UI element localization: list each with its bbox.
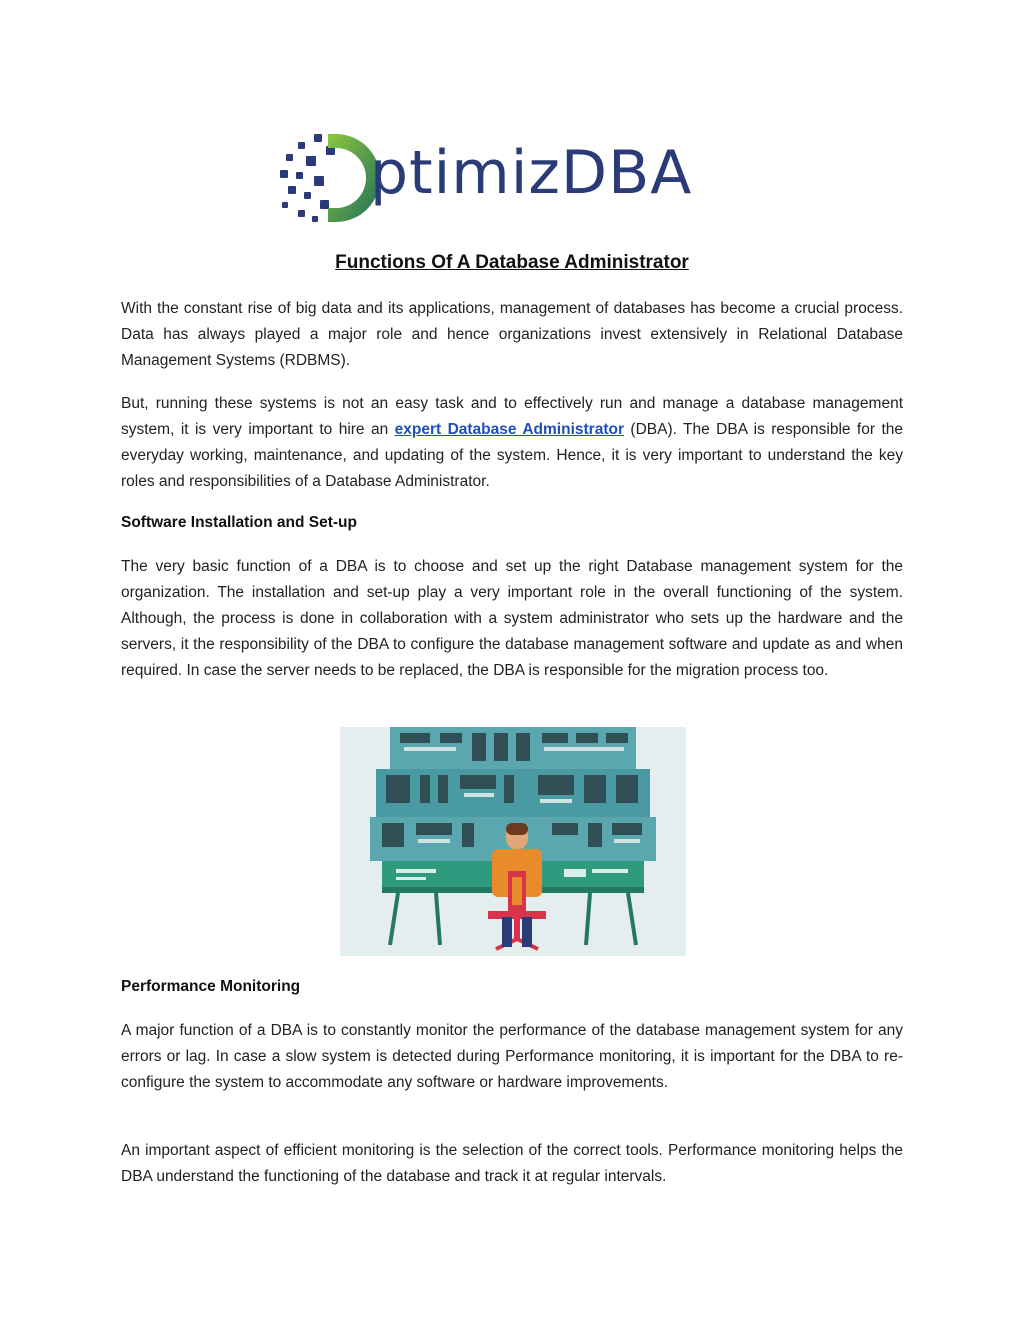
intro-paragraph-2 xyxy=(121,391,903,495)
section-performance-paragraph-1: A major function of a DBA is to constantly monitor the performance of the database management system for any errors or lag. In case a slow system is detected during Performance monitoring, it is important for the DBA to re-configure the system to accommodate any software or hardware improvements. xyxy=(121,1022,903,1091)
intro-text-after-link: (DBA). The DBA is responsible for the everyday working, maintenance, and updating of the system. Hence, it is very important to understand the key roles and responsibilities of a Database Administrator. xyxy=(121,421,903,490)
logo-wordmark: ptimizDBA xyxy=(370,138,693,208)
section-heading-performance: Performance Monitoring xyxy=(121,978,301,995)
intro-text-before-link: But, running these systems is not an easy task and to effectively run and manage a database management system, it is very important to hire an xyxy=(121,395,903,438)
expert-dba-link[interactable]: expert Database Administrator xyxy=(394,421,624,438)
section-installation-body: The very basic function of a DBA is to choose and set up the right Database management system for the organization. The installation and set-up play a very important role in the overall functioning of the system. Although, the process is done in collaboration with a system administrator who sets up the hardware and the servers, it the responsibility of the DBA to configure the database management software and update as and when required. In case the server needs to be replaced, the DBA is responsible for the migration process too. xyxy=(121,558,903,679)
dba-console-illustration xyxy=(340,727,686,956)
page-title: Functions Of A Database Administrator xyxy=(335,252,689,273)
section-performance-paragraph-2: An important aspect of efficient monitoring is the selection of the correct tools. Performance monitoring helps the DBA understand the functioning of the database and track it at regular intervals. xyxy=(121,1142,903,1185)
intro-paragraph-1: With the constant rise of big data and its applications, management of databases has become a crucial process. Data has always played a major role and hence organizations invest extensively in Relational Database Management Systems (RDBMS). xyxy=(121,300,903,369)
section-heading-installation: Software Installation and Set-up xyxy=(121,514,357,531)
